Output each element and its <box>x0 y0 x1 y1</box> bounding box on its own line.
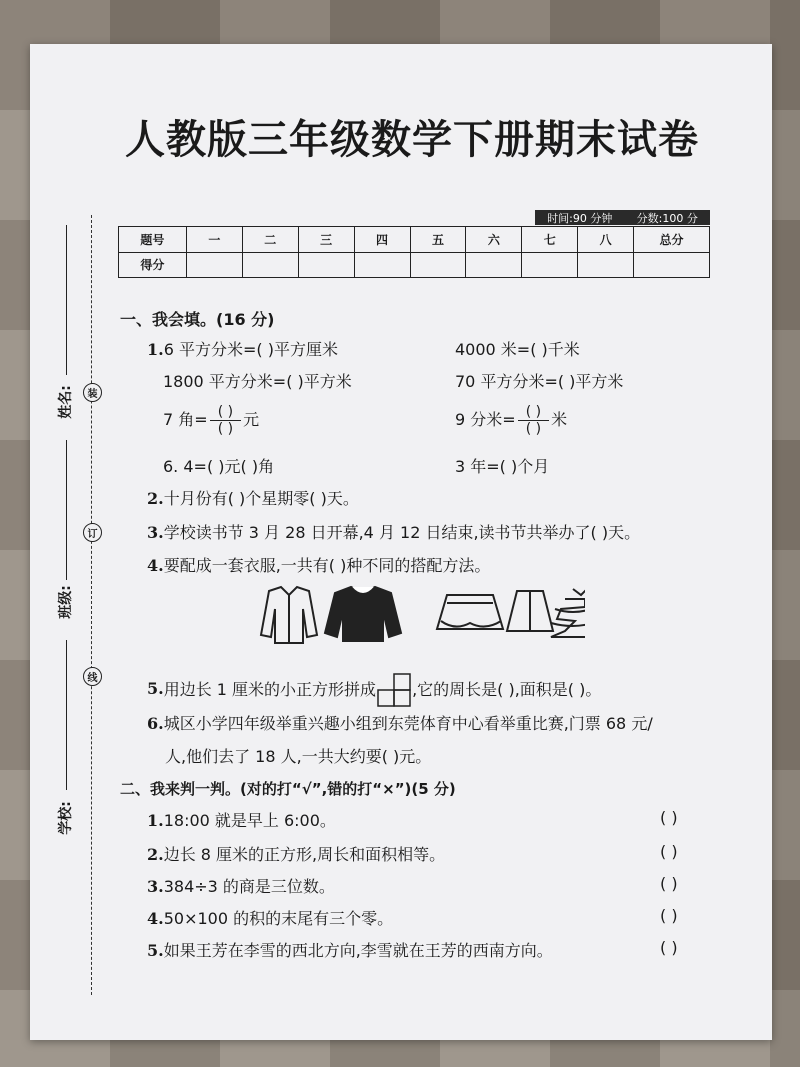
fraction-numerator: ( ) <box>518 404 549 421</box>
question-number: 2. <box>147 489 164 508</box>
q1-e-post: 元 <box>243 410 260 429</box>
q1-f <box>455 404 567 437</box>
score-cell[interactable] <box>298 252 354 278</box>
clothing-illustrations <box>255 585 585 647</box>
section-2-heading: 二、我来判一判。(对的打“√”,错的打“×”)(5 分) <box>120 780 456 798</box>
seal-char-ding: 订 <box>83 523 102 542</box>
q1-b: 4000 米=( )千米 <box>455 340 580 359</box>
answer-blank[interactable]: ( ) <box>660 808 678 827</box>
judge-item-2 <box>147 842 445 865</box>
question-number: 3. <box>147 877 164 896</box>
answer-blank[interactable]: ( ) <box>660 938 678 957</box>
q1-d: 70 平方分米=( )平方米 <box>455 372 624 391</box>
seal-char-zhuang: 装 <box>83 383 102 402</box>
question-number: 4. <box>147 909 164 928</box>
q1-e <box>163 404 259 437</box>
q4 <box>147 553 490 576</box>
score-cell[interactable] <box>410 252 466 278</box>
q2 <box>147 486 359 509</box>
judge-text: 如果王芳在李雪的西北方向,李雪就在王芳的西南方向。 <box>163 941 553 960</box>
q1-a <box>147 337 338 360</box>
name-label: 姓名: <box>57 385 74 419</box>
header-cell: 六 <box>466 227 522 253</box>
polka-blouse-icon <box>325 587 401 641</box>
header-cell: 七 <box>522 227 578 253</box>
binding-dashed-line <box>91 215 92 995</box>
judge-text: 18:00 就是早上 6:00。 <box>163 811 336 830</box>
score-cell[interactable] <box>242 252 298 278</box>
judge-item-3 <box>147 874 335 897</box>
q1-e-pre: 7 角= <box>163 410 208 429</box>
question-number: 1. <box>147 340 164 359</box>
row-label: 得分 <box>119 252 187 278</box>
q1-f-pre: 9 分米= <box>455 410 516 429</box>
exam-info-bar <box>535 210 710 225</box>
section-1-heading: 一、我会填。(16 分) <box>120 310 275 329</box>
judge-item-5 <box>147 938 553 961</box>
header-cell: 二 <box>242 227 298 253</box>
q6-text: 城区小学四年级举重兴趣小组到东莞体育中心看举重比赛,门票 68 元/ <box>163 714 653 733</box>
q3-text: 学校读书节 3 月 28 日开幕,4 月 12 日结束,读书节共举办了( )天。 <box>163 523 641 542</box>
score-cell[interactable] <box>522 252 578 278</box>
fraction-numerator: ( ) <box>210 404 241 421</box>
fraction-denominator: ( ) <box>217 421 234 437</box>
exam-score: 分数:100 分 <box>636 211 698 225</box>
ruffled-skirt-icon <box>551 589 585 637</box>
score-cell[interactable] <box>578 252 634 278</box>
header-cell: 一 <box>186 227 242 253</box>
class-field[interactable] <box>66 440 67 580</box>
header-cell: 三 <box>298 227 354 253</box>
question-number: 6. <box>147 714 164 733</box>
answer-blank[interactable]: ( ) <box>660 874 678 893</box>
q5-text-post: ,它的周长是( ),面积是( )。 <box>412 679 602 699</box>
exam-time: 时间:90 分钟 <box>547 211 613 225</box>
judge-item-4 <box>147 906 393 929</box>
name-field[interactable] <box>66 225 67 375</box>
q6-line2: 人,他们去了 18 人,一共大约要( )元。 <box>165 747 432 766</box>
squares-figure-icon <box>377 673 411 707</box>
score-table <box>118 226 710 278</box>
question-number: 5. <box>147 678 164 698</box>
seal-char-xian: 线 <box>83 667 102 686</box>
jacket-icon <box>261 587 317 643</box>
header-cell: 八 <box>578 227 634 253</box>
header-cell: 五 <box>410 227 466 253</box>
fraction-blank[interactable] <box>518 404 549 437</box>
judge-item-1 <box>147 808 336 831</box>
q1-f-post: 米 <box>551 410 568 429</box>
q1-g: 6. 4=( )元( )角 <box>163 457 275 476</box>
class-label: 班级: <box>57 585 74 619</box>
judge-text: 边长 8 厘米的正方形,周长和面积相等。 <box>163 845 446 864</box>
judge-text: 384÷3 的商是三位数。 <box>163 877 335 896</box>
q1-h: 3 年=( )个月 <box>455 457 550 476</box>
question-number: 2. <box>147 845 164 864</box>
fraction-denominator: ( ) <box>525 421 542 437</box>
answer-blank[interactable]: ( ) <box>660 842 678 861</box>
answer-blank[interactable]: ( ) <box>660 906 678 925</box>
score-table-row <box>119 252 710 278</box>
q3 <box>147 520 640 543</box>
page-title: 人教版三年级数学下册期末试卷 <box>125 117 699 163</box>
q1-a-text: 6 平方分米=( )平方厘米 <box>163 340 338 359</box>
q5-text-pre: 用边长 1 厘米的小正方形拼成 <box>163 679 377 699</box>
score-cell[interactable] <box>634 252 710 278</box>
question-number: 1. <box>147 811 164 830</box>
header-cell: 题号 <box>119 227 187 253</box>
q5 <box>147 671 601 705</box>
school-label: 学校: <box>57 801 74 835</box>
q2-text: 十月份有( )个星期零( )天。 <box>163 489 359 508</box>
school-field[interactable] <box>66 640 67 790</box>
header-cell: 四 <box>354 227 410 253</box>
q4-text: 要配成一套衣服,一共有( )种不同的搭配方法。 <box>163 556 491 575</box>
a-line-skirt-icon <box>507 591 553 631</box>
score-cell[interactable] <box>186 252 242 278</box>
score-table-header <box>119 227 710 253</box>
question-number: 3. <box>147 523 164 542</box>
q1-c: 1800 平方分米=( )平方米 <box>163 372 352 391</box>
score-cell[interactable] <box>354 252 410 278</box>
q6-line1 <box>147 711 653 734</box>
skirt-icon <box>437 595 503 629</box>
fraction-blank[interactable] <box>210 404 241 437</box>
question-number: 4. <box>147 556 164 575</box>
judge-text: 50×100 的积的末尾有三个零。 <box>163 909 394 928</box>
score-cell[interactable] <box>466 252 522 278</box>
header-cell: 总分 <box>634 227 710 253</box>
question-number: 5. <box>147 941 164 960</box>
